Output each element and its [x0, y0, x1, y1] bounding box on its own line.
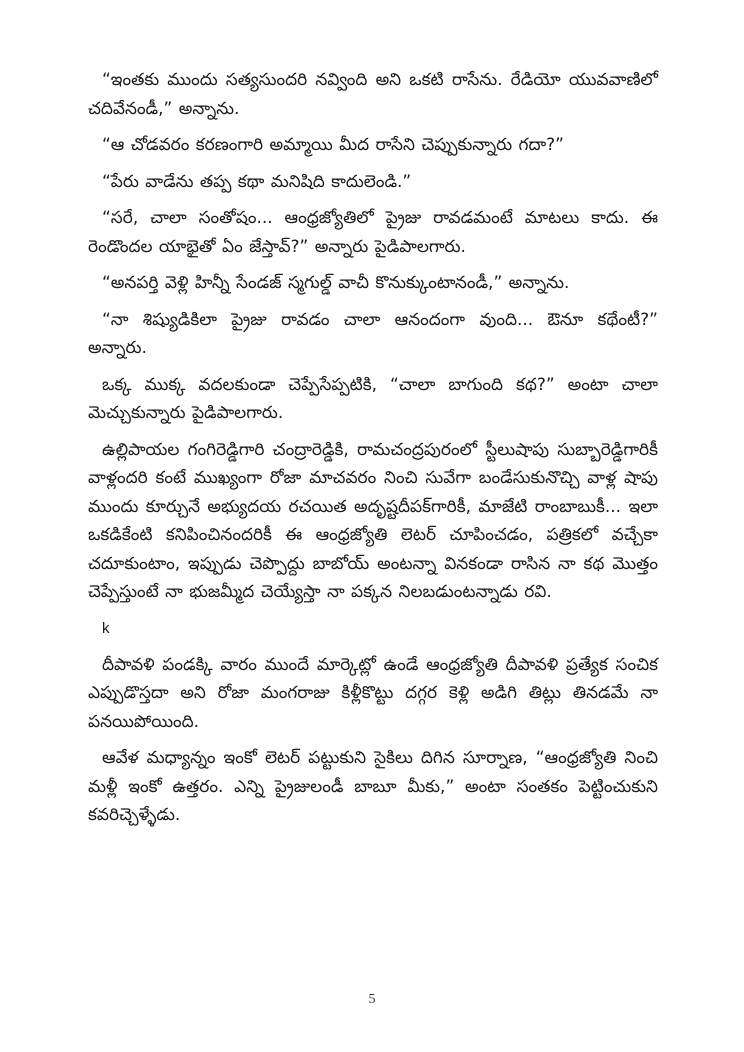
paragraph: “సరే, చాలా సంతోషం... ఆంధ్రజ్యోతిలో ప్రైజు రావడమంటే మాటలు కాదు. ఈ రెండొందల యాభైతో ఏం జేస్తావ్?” అన్నారు పైడిపాలగారు. — [88, 208, 658, 257]
section-separator: k — [102, 619, 110, 637]
page-number: 5 — [368, 992, 376, 1007]
paragraph: “అనపర్తి వెళ్లి హిన్నీ సేండజ్ స్మగుల్డ్ వాచీ కొనుక్కుంటానండీ,” అన్నాను. — [102, 273, 570, 293]
paragraph: దీపావళి పండక్కి వారం ముందే మార్కెట్లో ఉండే ఆంధ్రజ్యోతి దీపావళి ప్రత్యేక సంచిక ఎప్పుడొస్తదా అని రోజా మంగరాజు కిళ్లీకొట్టు దగ్గర కెళ్లి అడిగి తిట్లు తినడమే నా పనయిపోయింది. — [88, 654, 658, 732]
paragraph: “ఇంతకు ముందు సత్యసుందరి నవ్వింది అని ఒకటి రాసేను. రేడియో యువవాణిలో చదివేనండీ,” అన్నాను. — [88, 70, 658, 119]
body-text — [88, 66, 658, 838]
paragraph: “పేరు వాడేను తప్ప కథా మనిషిది కాదులెండి.” — [102, 171, 412, 192]
paragraph: “ఆ చోడవరం కరణంగారి అమ్మాయి మీద రాసేని చెప్పుకున్నారు గదా?” — [102, 135, 564, 155]
paragraph: “నా శిష్యుడికిలా ప్రైజు రావడం చాలా ఆనందంగా వుంది... ఔనూ కథేంటీ?” అన్నారు. — [88, 309, 658, 358]
paragraph: ఒక్క ముక్క వదలకుండా చెప్పేసేప్పటికి, “చాలా బాగుంది కథ?” అంటా చాలా మెచ్చుకున్నారు పైడిపాలగారు. — [88, 374, 658, 423]
paragraph: ఆవేళ మధ్యాన్నం ఇంకో లెటర్ పట్టుకుని సైకిలు దిగిన సూర్నాణ, “ఆంధ్రజ్యోతి నించి మళ్లీ ఇంకో ఉత్తరం. ఎన్ని ప్రైజులండీ బాబూ మీకు,” అంటా సంతకం పెట్టించుకుని కవరిచ్చెళ్ళేడు. — [88, 748, 658, 825]
paragraph: ఉల్లిపాయల గంగిరెడ్డిగారి చంద్రారెడ్డికి, రామచంద్రపురంలో స్టీలుషాపు సుబ్బారెడ్డిగారికీ వాళ్లందరి కంటే ముఖ్యంగా రోజా మాచవరం నించి సువేగా బండేసుకునొచ్చి వాళ్ల షాపు ముందు కూర్చునే అభ్యుదయ రచయిత అదృష్టదీపక్‌గారికీ, మాజేటి రాంబాబుకీ... ఇలా ఒకడికేంటి కనిపించినందరికీ ఈ ఆంధ్రజ్యోతి లెటర్ చూపించడం, పత్రికలో వచ్చేకా చదూకుంటాం, ఇప్పుడు చెప్పొద్దు బాబోయ్ అంటన్నా వినకండా రాసిన నా కథ మొత్తం చెప్పేస్తుంటే నా భుజమ్మీద చెయ్యేస్తా నా పక్కన నిలబడుంటన్నాడు రవి. — [88, 439, 658, 602]
